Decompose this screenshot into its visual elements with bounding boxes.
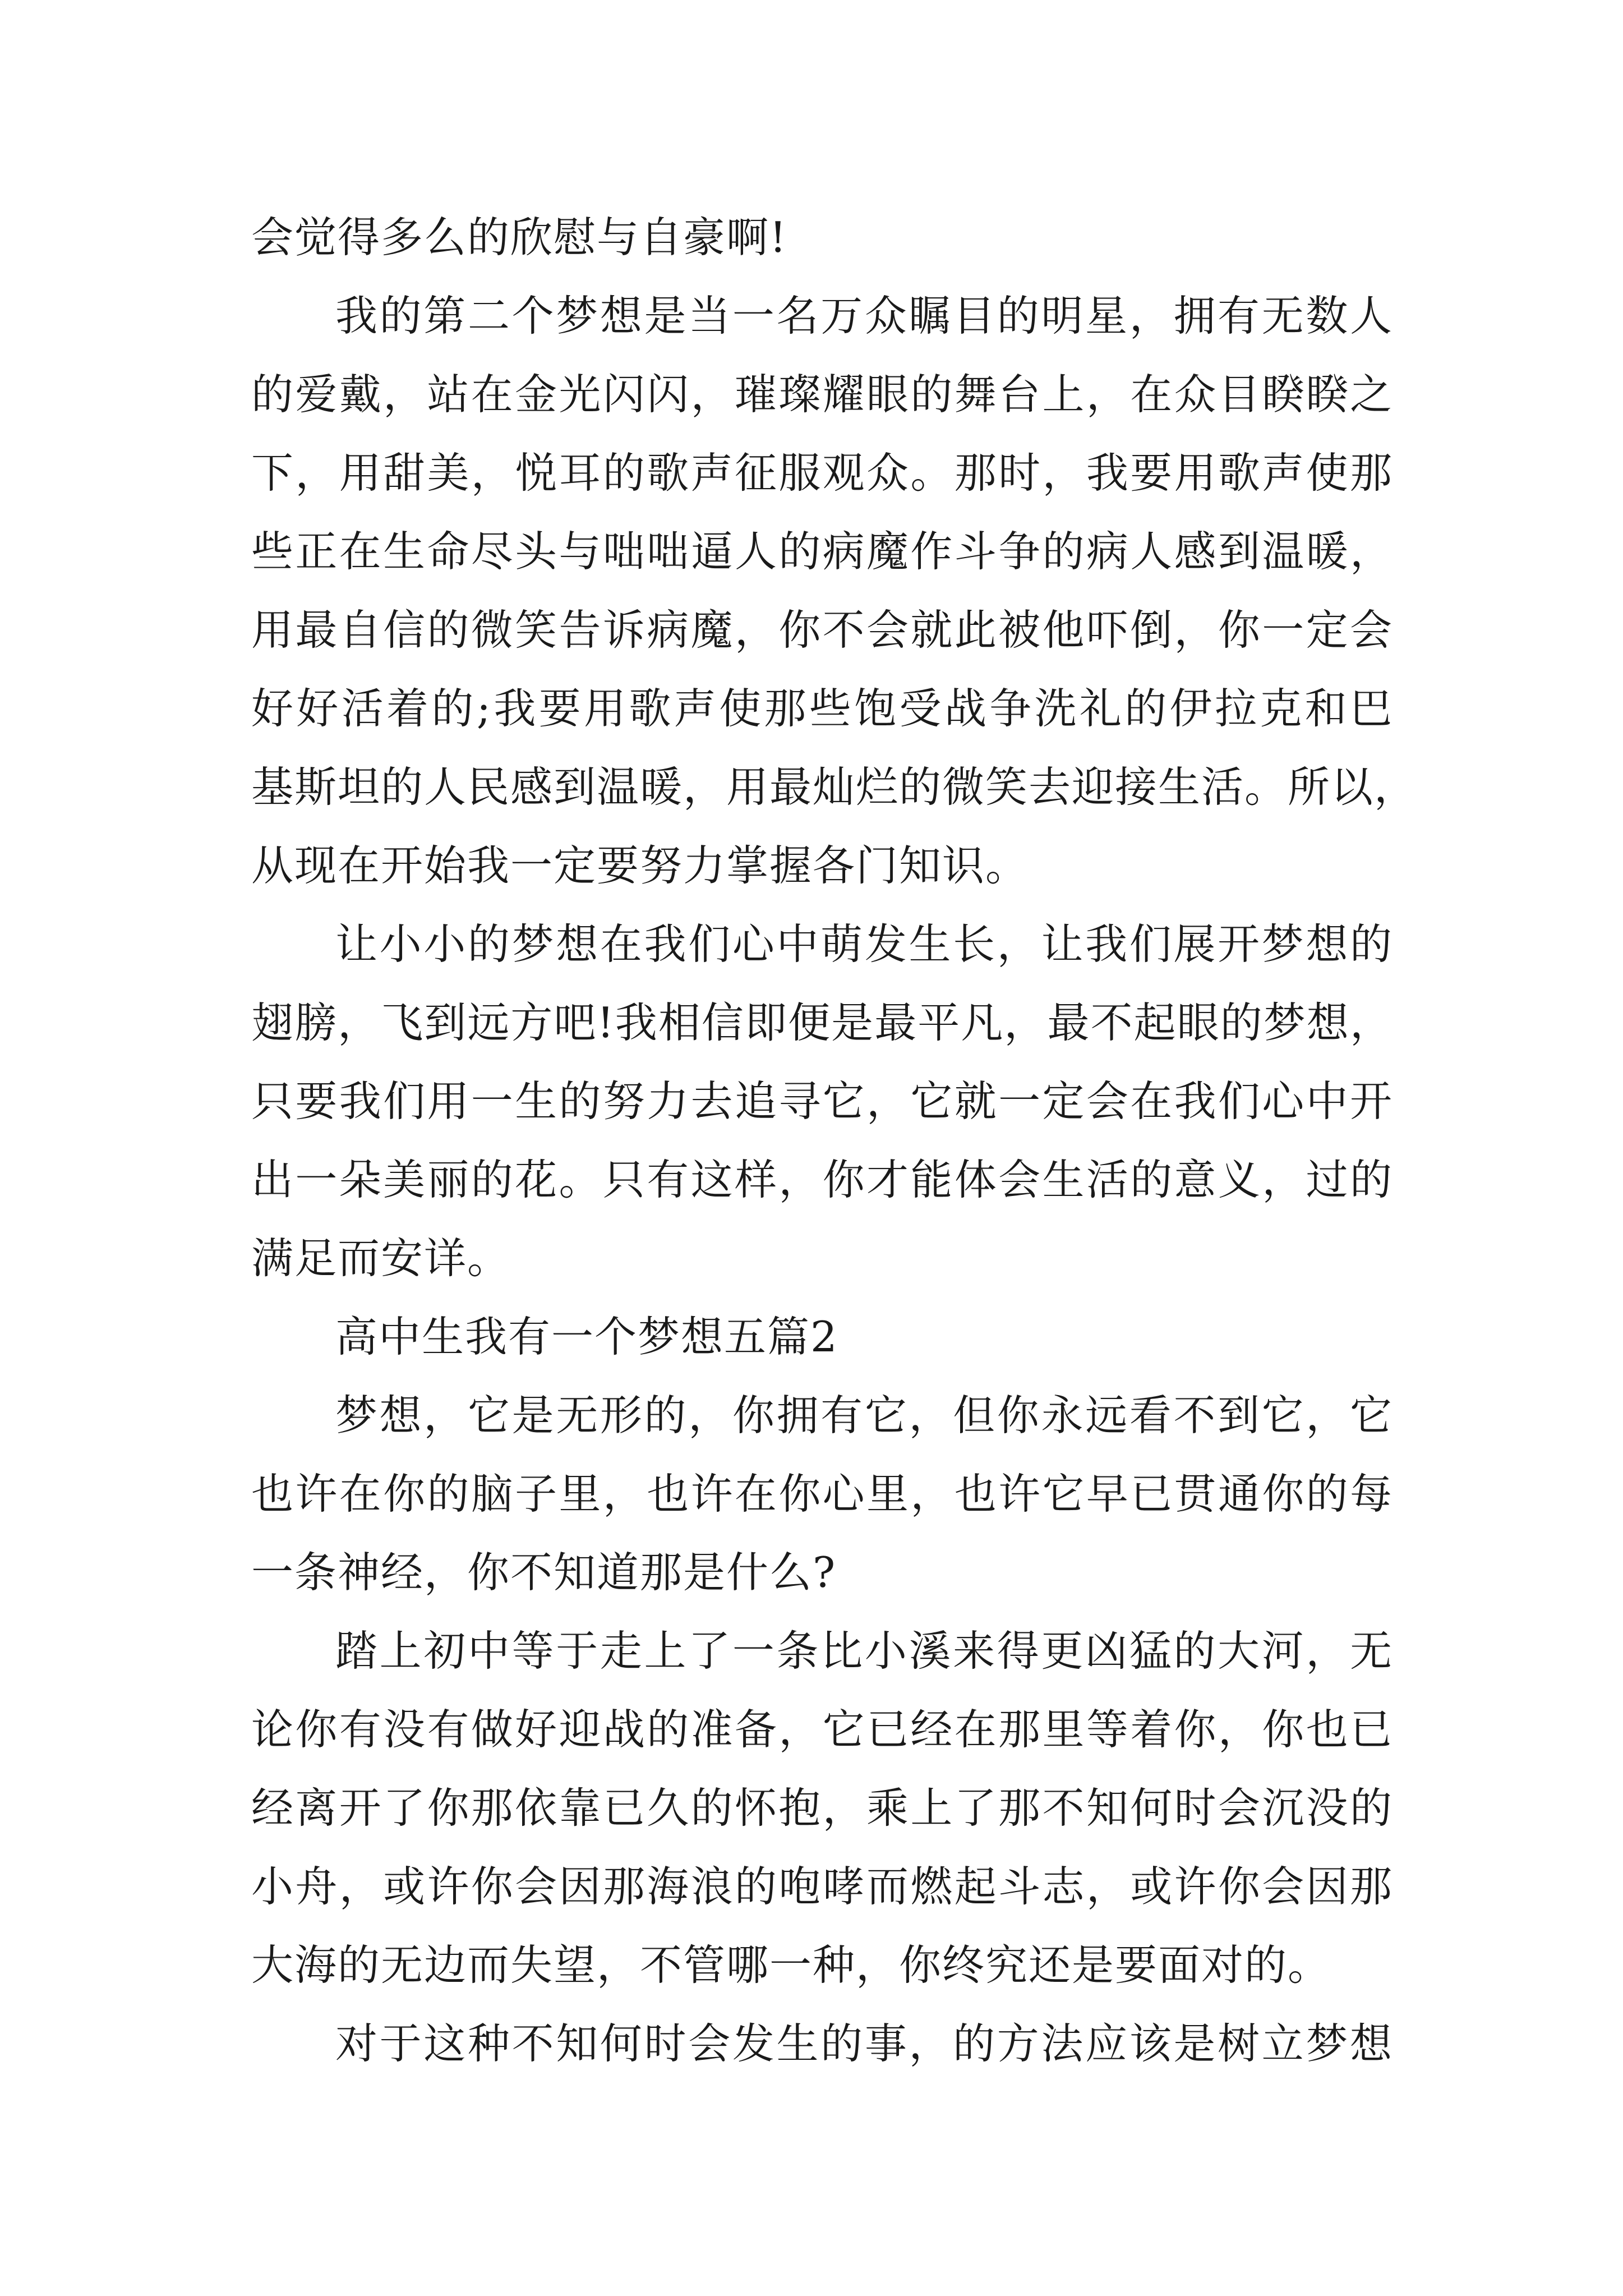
document-body [251,198,1418,2083]
text-line-13: 出一朵美丽的花。只有这样，你才能体会生活的意义，过的 [251,1155,1393,1204]
text-line-17: 也许在你的脑子里，也许在你心里，也许它早已贯通你的每 [251,1469,1393,1519]
text-line-22: 小舟，或许你会因那海浪的咆哮而燃起斗志，或许你会因那 [251,1862,1393,1911]
text-line-10: 让小小的梦想在我们心中萌发生长，让我们展开梦想的 [335,919,1393,969]
text-line-6: 用最自信的微笑告诉病魔，你不会就此被他吓倒，你一定会 [251,605,1393,655]
text-line-19: 踏上初中等于走上了一条比小溪来得更凶猛的大河，无 [335,1626,1393,1676]
text-line-20: 论你有没有做好迎战的准备，它已经在那里等着你，你也已 [251,1705,1393,1754]
text-line-11: 翅膀，飞到远方吧!我相信即便是最平凡，最不起眼的梦想， [251,998,1393,1047]
text-line-3: 的爱戴，站在金光闪闪，璀璨耀眼的舞台上，在众目睽睽之 [251,370,1393,419]
text-line-21: 经离开了你那依靠已久的怀抱，乘上了那不知何时会沉没的 [251,1783,1393,1833]
text-line-23: 大海的无边而失望，不管哪一种，你终究还是要面对的。 [251,1940,1331,1990]
text-line-24: 对于这种不知何时会发生的事，的方法应该是树立梦想 [335,2019,1393,2068]
text-line-7: 好好活着的;我要用歌声使那些饱受战争洗礼的伊拉克和巴 [251,684,1393,733]
text-line-16: 梦想，它是无形的，你拥有它，但你永远看不到它，它 [335,1391,1393,1440]
text-line-14: 满足而安详。 [251,1234,511,1283]
text-line-5: 些正在生命尽头与咄咄逼人的病魔作斗争的病人感到温暖， [251,527,1393,576]
text-line-1: 会觉得多么的欣慰与自豪啊! [251,213,788,262]
text-line-18: 一条神经，你不知道那是什么? [251,1548,837,1597]
section-heading: 高中生我有一个梦想五篇2 [335,1312,838,1361]
text-line-4: 下，用甜美，悦耳的歌声征服观众。那时，我要用歌声使那 [251,448,1393,498]
text-line-8: 基斯坦的人民感到温暖，用最灿烂的微笑去迎接生活。所以， [251,762,1418,812]
text-line-12: 只要我们用一生的努力去追寻它，它就一定会在我们心中开 [251,1076,1393,1126]
text-line-2: 我的第二个梦想是当一名万众瞩目的明星，拥有无数人 [335,291,1393,341]
text-line-9: 从现在开始我一定要努力掌握各门知识。 [251,841,1029,890]
